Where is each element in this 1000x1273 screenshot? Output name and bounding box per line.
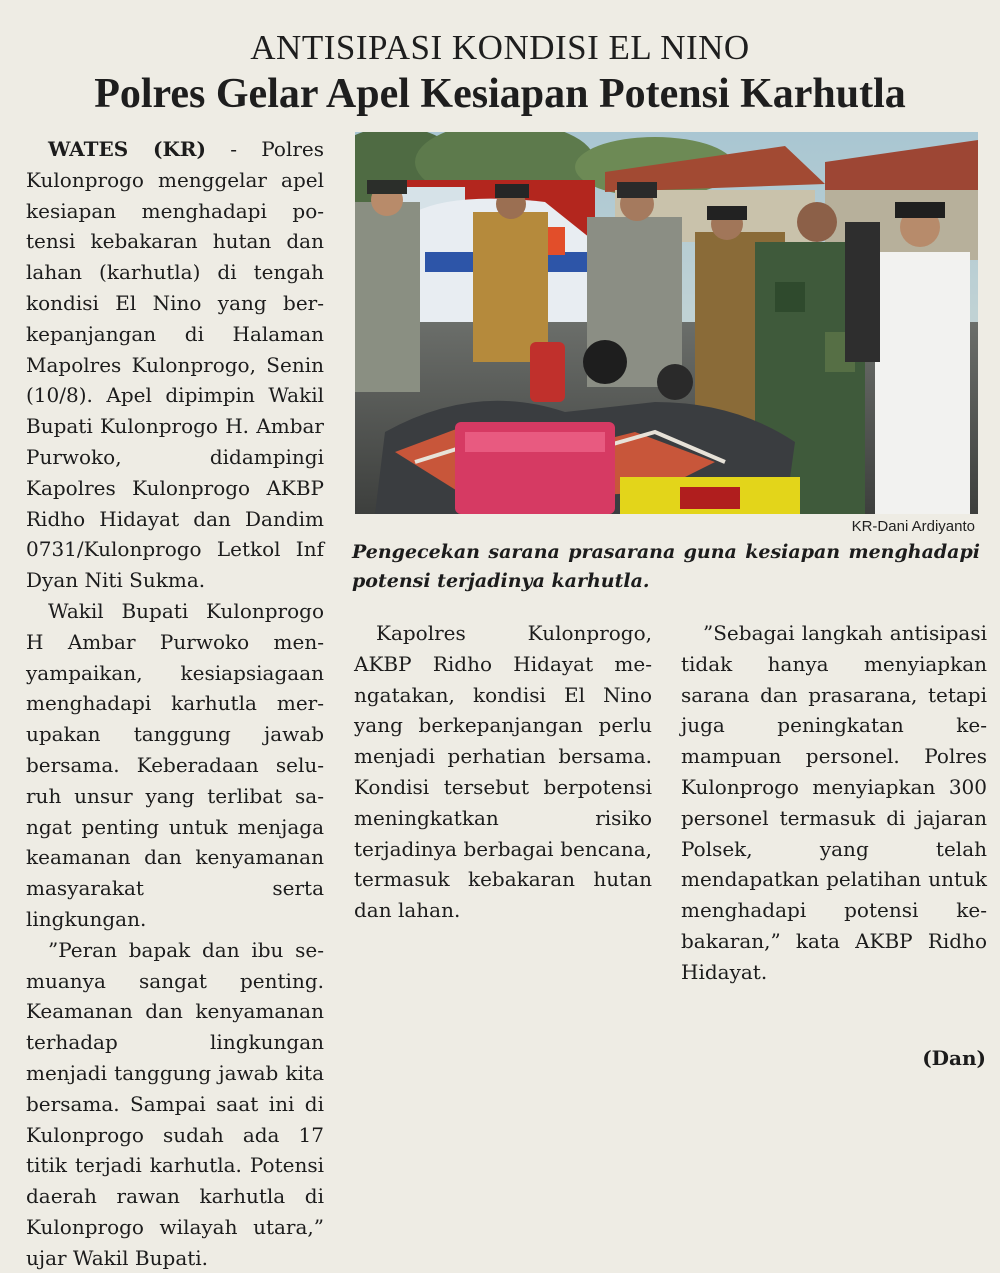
paragraph-3: ”Peran bapak dan ibu semuanya sangat penting. Keamanan dan kenyamanan terhadap lingkungan menjadi tanggung jawab kita bersama. Sampai saat ini di Kulonprogo sudah ada 17 titik terjadi karhutla. Potensi daerah rawan karhutla di Kulonprogo wilayah utara,” ujar Wakil Bupati.	[26, 937, 324, 1270]
paragraph-4: Kapolres Kulonprogo, AKBP Ridho Hidayat mengatakan, kondisi El Nino yang berkepanjangan perlu menjadi perhatian bersama. Kondisi tersebut berpotensi meningkatkan risiko terjadinya berbagai bencana, termasuk kebakaran hutan dan lahan.	[354, 621, 652, 923]
article-headline: Polres Gelar Apel Kesiapan Potensi Karhutla	[94, 71, 906, 117]
paragraph-1	[26, 134, 324, 596]
paragraph-2: Wakil Bupati Kulonprogo H Ambar Purwoko menyampaikan, kesiapsiagaan menghadapi karhutla merupakan tanggung jawab bersama. Keberadaan seluruh unsur yang terlibat sangat penting untuk menjaga keamanan dan kenyamanan masyarakat serta lingkungan.	[26, 598, 324, 931]
photo-credit: KR-Dani Ardiyanto	[851, 518, 975, 535]
paragraph-1-text: - Polres Kulonprogo menggelar apel kesiapan menghadapi potensi kebakaran hutan dan lahan (karhutla) di tengah kondisi El Nino yang berkepanjangan di Halaman Mapolres Kulonprogo, Senin (10/8). Apel dipimpin Wakil Bupati Kulonprogo H. Ambar Purwoko, didampingi Kapolres Kulonprogo AKBP Ridho Hidayat dan Dandim 0731/Kulonprogo Letkol Inf Dyan Niti Sukma.	[26, 137, 325, 593]
news-photo-illustration	[355, 132, 978, 514]
text-column-2	[354, 618, 652, 926]
author-signoff: (Dan)	[922, 1046, 986, 1070]
paragraph-5: ”Sebagai langkah antisipasi tidak hanya menyiapkan sarana dan prasarana, tetapi juga peningkatan kemampuan personel. Polres Kulonprogo menyiapkan 300 personel termasuk di jajaran Polsek, yang telah mendapatkan pelatihan untuk menghadapi potensi kebakaran,” kata AKBP Ridho Hidayat.	[681, 621, 987, 984]
text-column-1	[26, 134, 324, 1273]
article-kicker: ANTISIPASI KONDISI EL NINO	[250, 28, 750, 67]
text-column-3	[681, 618, 987, 988]
photo-caption: Pengecekan sarana prasarana guna kesiapan menghadapi potensi terjadinya karhutla.	[352, 541, 980, 592]
dateline: WATES (KR)	[48, 137, 206, 161]
news-photo	[355, 132, 978, 514]
